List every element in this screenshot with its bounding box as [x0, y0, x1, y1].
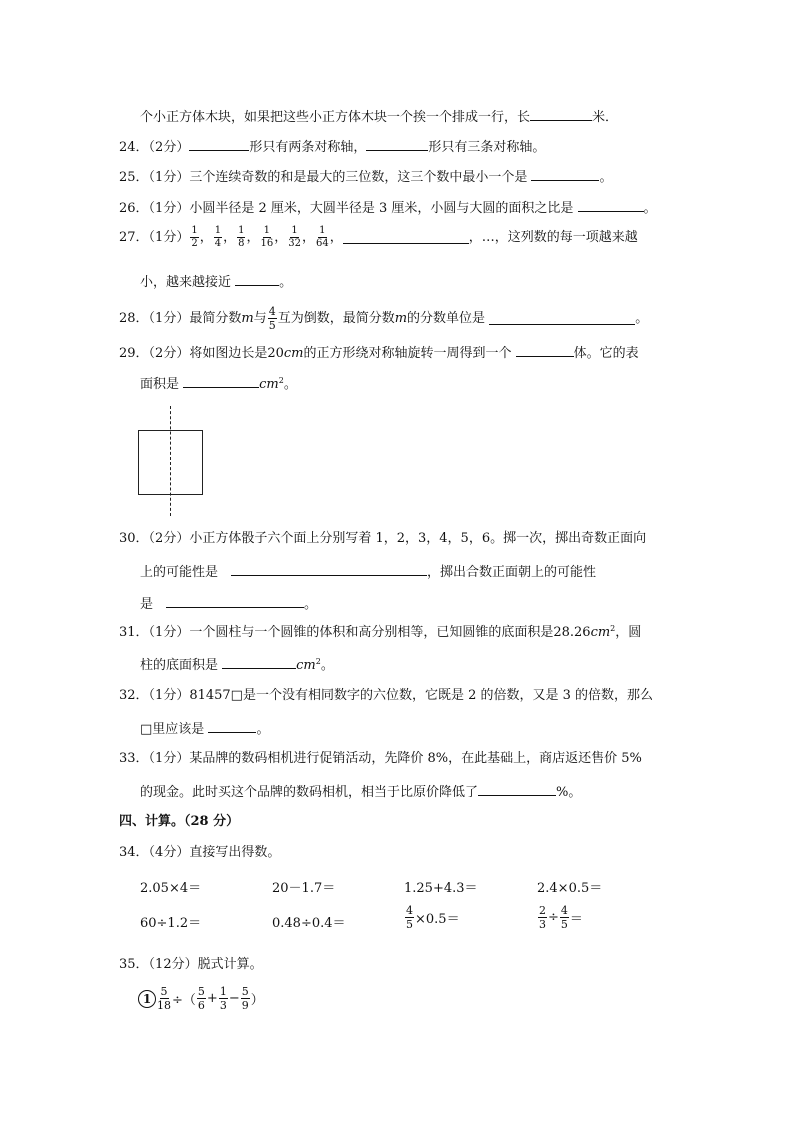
question-26: 26．（1分）小圆半径是 2 厘米，大圆半径是 3 厘米，小圆与大圆的面积之比是 。	[119, 201, 657, 216]
question-27-line2: 小，越来越接近 。	[140, 275, 293, 290]
q31-blank[interactable]	[222, 656, 296, 669]
calc-item-fraction: $\frac{4}{5}$ ×0.5＝	[406, 904, 460, 931]
q24-blank-1[interactable]	[189, 138, 249, 151]
question-27: 27．（1分） $\frac{1}{2}$ ， $\frac{1}{4}$ ， $\frac{1}{8}$ ， $\frac{1}{16}$ ， $\frac{1}{32}$ ， $\frac{1}{64}$ ， ，…，这列数的每一项越来越	[119, 225, 638, 249]
q27-fraction: $\frac{1}{8}$	[238, 225, 245, 249]
q23-text: 个小正方体木块，如果把这些小正方体木块一个挨一个排成一行，长	[140, 110, 531, 125]
question-number: 24．（2分）	[119, 140, 190, 155]
q29-blank-1[interactable]	[516, 344, 574, 357]
question-number: 35．（12分）	[119, 957, 198, 972]
q29-blank-2[interactable]	[183, 375, 259, 388]
section-heading-calculation: 四、计算。（28 分）	[119, 814, 240, 829]
q28-fraction: $\frac{4}{5}$	[268, 305, 276, 332]
q27-fraction: $\frac{1}{64}$	[316, 225, 329, 249]
calc-item-fraction-division: $\frac{2}{3}$ ÷ $\frac{4}{5}$ ＝	[539, 904, 583, 931]
separator: ，	[329, 230, 343, 245]
question-31: 31．（1分）一个圆柱与一个圆锥的体积和高分别相等，已知圆锥的底面积是$28.26cm^2$，圆	[119, 624, 642, 640]
question-number: 29．（2分）	[119, 346, 190, 361]
question-32-line2: □里应该是 。	[140, 722, 270, 737]
question-number: 30．（2分）	[119, 531, 190, 546]
q27-blank-1[interactable]	[343, 231, 469, 244]
calc-item: 20－1.7＝	[272, 881, 336, 896]
separator: ，	[274, 230, 288, 245]
question-25: 25．（1分）三个连续奇数的和是最大的三位数，这三个数中最小一个是 。	[119, 170, 613, 185]
q23-blank[interactable]	[530, 108, 592, 121]
question-30-line3: 是 。	[140, 597, 318, 612]
q27-fraction: $\frac{1}{32}$	[288, 225, 301, 249]
question-33-line2: 的现金。此时买这个品牌的数码相机，相当于比原价降低了 %。	[140, 785, 582, 800]
q25-blank[interactable]	[531, 168, 599, 181]
q32-blank[interactable]	[208, 720, 256, 733]
question-34: 34．（4分）直接写出得数。	[119, 845, 281, 860]
q30-blank-1[interactable]	[231, 563, 427, 576]
q26-blank[interactable]	[578, 199, 644, 212]
circled-number: 1	[138, 990, 156, 1008]
separator: ，	[246, 230, 260, 245]
separator: ，	[199, 230, 213, 245]
q27-fraction: $\frac{1}{4}$	[214, 225, 222, 249]
question-33: 33．（1分）某品牌的数码相机进行促销活动，先降价 8%，在此基础上，商店返还售价 5%	[119, 751, 642, 766]
question-number: 28．（1分）	[119, 311, 190, 326]
calc-item: 2.4×0.5＝	[537, 881, 603, 896]
calc-item: 2.05×4＝	[140, 881, 202, 896]
separator: ，	[301, 230, 315, 245]
question-31-line2: 柱的底面积是 $cm^2$。	[140, 657, 334, 673]
question-number: 32．（1分）	[119, 688, 190, 703]
question-number: 25．（1分）	[119, 170, 190, 185]
question-30: 30．（2分）小正方体骰子六个面上分别写着 1，2，3，4，5，6。掷一次，掷出奇数正面向	[119, 531, 647, 546]
question-number: 33．（1分）	[119, 751, 190, 766]
q28-blank[interactable]	[489, 312, 635, 325]
q33-blank[interactable]	[478, 783, 556, 796]
question-number: 26．（1分）	[119, 201, 190, 216]
q27-fraction: $\frac{1}{16}$	[260, 225, 274, 249]
q27-fraction: $\frac{1}{2}$	[191, 225, 198, 249]
question-35: 35．（12分）脱式计算。	[119, 957, 263, 972]
question-32: 32．（1分）81457□是一个没有相同数字的六位数，它既是 2 的倍数，又是 3 的倍数，那么	[119, 688, 654, 703]
calc-item: 0.48÷0.4＝	[272, 916, 346, 931]
question-29: 29．（2分）将如图边长是20cm的正方形绕对称轴旋转一周得到一个 体。它的表	[119, 346, 639, 361]
q24-blank-2[interactable]	[366, 138, 428, 151]
q30-blank-2[interactable]	[166, 595, 304, 608]
q35-expression-1: 1 $\frac{5}{18}$ ÷（ $\frac{5}{6}$ + $\frac{1}{3}$ − $\frac{5}{9}$ ）	[138, 986, 264, 1011]
question-number: 34．（4分）	[119, 845, 190, 860]
question-24: 24．（2分） 形只有两条对称轴， 形只有三条对称轴。	[119, 140, 546, 155]
question-29-line2: 面积是 $cm^2$。	[140, 376, 297, 392]
q27-fraction-sequence	[189, 225, 343, 249]
q27-blank-2[interactable]	[235, 273, 279, 286]
question-number: 27．（1分）	[119, 230, 190, 245]
calc-item: 60÷1.2＝	[140, 916, 202, 931]
question-30-line2: 上的可能性是 ，掷出合数正面朝上的可能性	[140, 565, 597, 580]
separator: ，	[223, 230, 237, 245]
question-28: 28．（1分）最简分数m与 $\frac{4}{5}$ 互为倒数，最简分数m的分数单位是 。	[119, 305, 649, 332]
q23-continuation: 个小正方体木块，如果把这些小正方体木块一个挨一个排成一行，长 米．	[140, 110, 619, 125]
question-number: 31．（1分）	[119, 625, 190, 640]
symmetry-axis	[170, 406, 171, 516]
calc-item: 1.25+4.3＝	[404, 881, 478, 896]
